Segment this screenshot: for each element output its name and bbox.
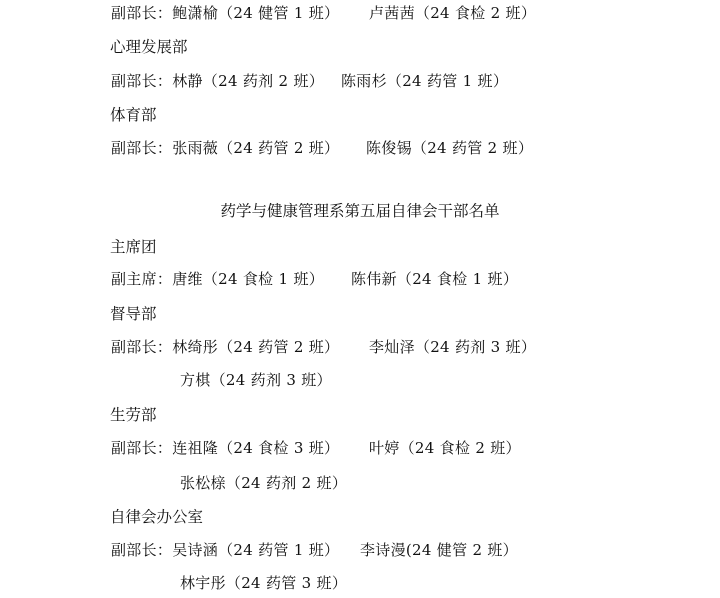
member-name: 林静（24 药剂 2 班） <box>172 72 325 90</box>
member-name: 林绮彤（24 药管 2 班） <box>172 338 340 356</box>
deputy-row <box>111 3 339 23</box>
member-name: 连祖隆（24 食检 3 班） <box>172 439 340 457</box>
document-title: 药学与健康管理系第五届自律会干部名单 <box>220 202 500 220</box>
member-name: 方棋（24 药剂 3 班） <box>180 371 332 389</box>
member-name: 叶婷（24 食检 2 班） <box>369 439 521 457</box>
member-name: 唐维（24 食检 1 班） <box>172 270 325 288</box>
deputy-row <box>111 138 339 158</box>
deputy-row <box>111 337 339 357</box>
role-label: 副主席： <box>111 270 173 288</box>
department-heading: 体育部 <box>110 106 157 124</box>
role-label: 副部长： <box>111 72 173 90</box>
member-name: 卢茜茜（24 食检 2 班） <box>369 4 537 22</box>
department-heading: 生劳部 <box>110 406 157 424</box>
role-label: 副部长： <box>111 439 173 457</box>
deputy-row-second <box>341 71 508 91</box>
member-name: 李诗漫(24 健管 2 班） <box>360 541 518 559</box>
role-label: 副部长： <box>111 541 173 559</box>
department-heading: 心理发展部 <box>110 38 188 56</box>
deputy-row-second <box>360 540 518 560</box>
member-name: 陈俊锡（24 药管 2 班） <box>366 139 534 157</box>
deputy-row <box>111 71 324 91</box>
member-name: 吴诗涵（24 药管 1 班） <box>172 541 340 559</box>
member-name: 李灿泽（24 药剂 3 班） <box>369 338 537 356</box>
department-heading: 督导部 <box>110 305 157 323</box>
member-name: 张松榇（24 药剂 2 班） <box>180 474 348 492</box>
deputy-row <box>111 269 324 289</box>
department-heading: 主席团 <box>110 238 157 256</box>
member-name: 林宇彤（24 药管 3 班） <box>180 574 348 592</box>
deputy-row-continuation <box>180 370 332 390</box>
member-name: 陈雨杉（24 药管 1 班） <box>341 72 509 90</box>
role-label: 副部长： <box>111 338 173 356</box>
deputy-row <box>111 540 339 560</box>
role-label: 副部长： <box>111 4 173 22</box>
deputy-row-continuation <box>180 573 347 593</box>
deputy-row-second <box>369 3 536 23</box>
deputy-row-second <box>351 269 518 289</box>
deputy-row-second <box>369 438 521 458</box>
deputy-row-second <box>369 337 536 357</box>
deputy-row <box>111 438 339 458</box>
member-name: 张雨薇（24 药管 2 班） <box>172 139 340 157</box>
department-heading: 自律会办公室 <box>110 508 204 526</box>
member-name: 鲍潇榆（24 健管 1 班） <box>172 4 340 22</box>
deputy-row-second <box>366 138 533 158</box>
member-name: 陈伟新（24 食检 1 班） <box>351 270 519 288</box>
deputy-row-continuation <box>180 473 347 493</box>
role-label: 副部长： <box>111 139 173 157</box>
